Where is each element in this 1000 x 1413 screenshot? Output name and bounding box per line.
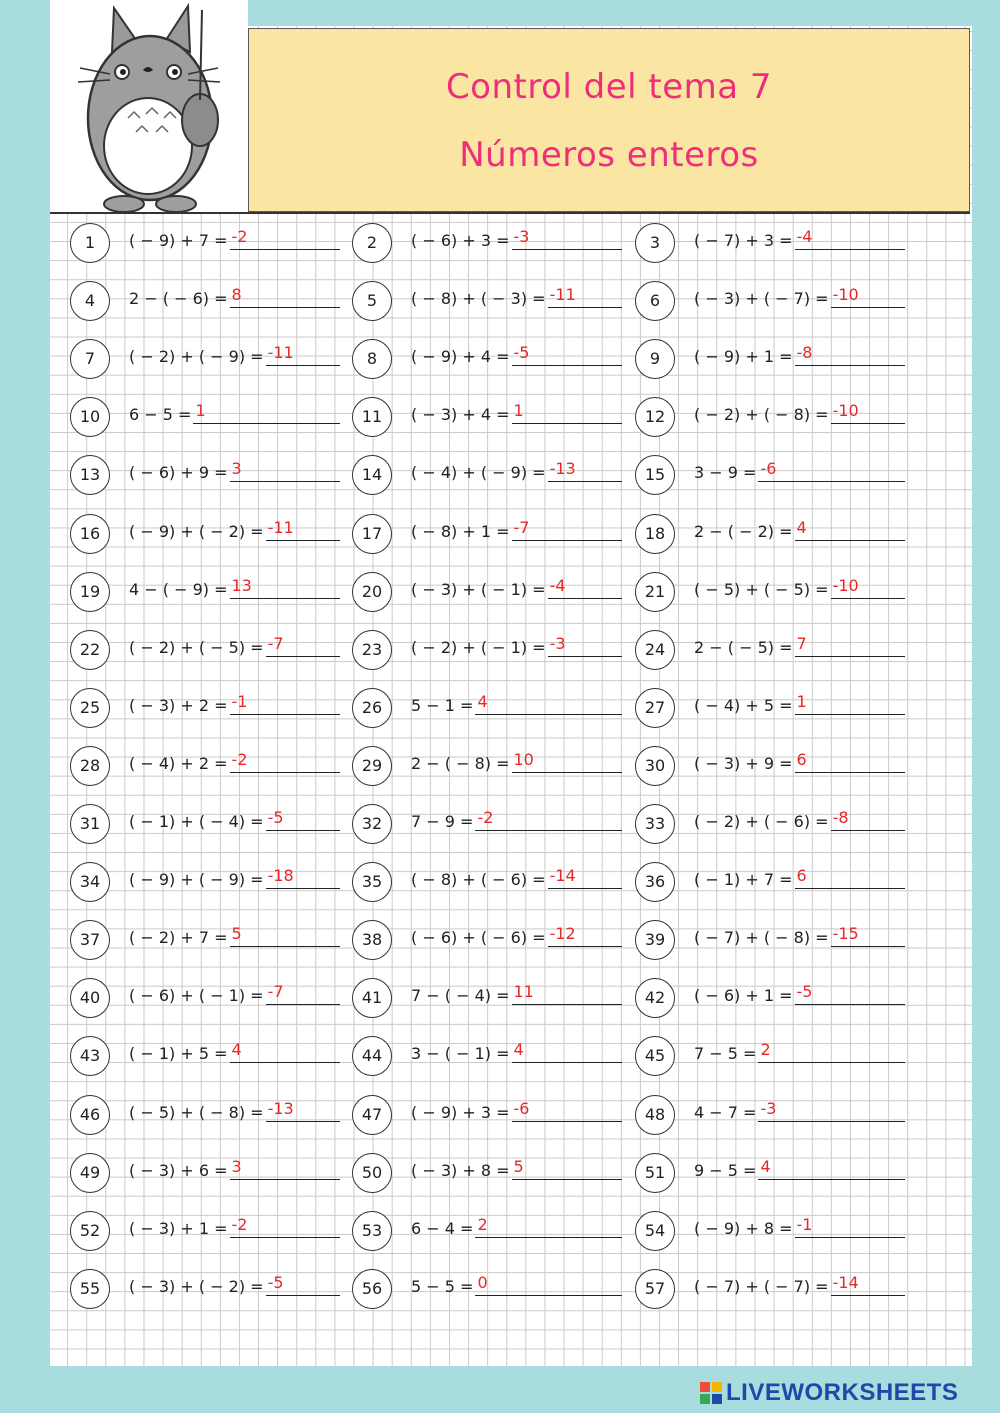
problem-number: 24 <box>635 630 675 670</box>
problem-expression: ( − 9) + 3 = <box>411 1102 510 1122</box>
problem-number: 18 <box>635 514 675 554</box>
problem-expression: 7 − ( − 4) = <box>411 986 510 1006</box>
answer-field[interactable]: 4 <box>230 1040 341 1063</box>
problem-expression: ( − 9) + 7 = <box>129 231 228 250</box>
problem-expression: 5 − 5 = <box>411 1276 474 1296</box>
problem-item <box>70 514 340 554</box>
problem-expression: ( − 5) + ( − 8) = <box>129 1102 264 1122</box>
title-box <box>248 28 970 212</box>
problem-item <box>352 630 622 670</box>
answer-field[interactable]: 4 <box>512 1040 623 1063</box>
answer-field[interactable]: 7 <box>795 634 906 657</box>
problem-number: 21 <box>635 572 675 612</box>
answer-field[interactable]: 10 <box>512 750 623 773</box>
problem-number: 51 <box>635 1153 675 1193</box>
answer-field[interactable]: 1 <box>512 401 623 424</box>
answer-field[interactable]: -5 <box>512 343 623 366</box>
answer-field[interactable]: -10 <box>831 576 905 599</box>
problem-number: 38 <box>352 920 392 960</box>
answer-field[interactable]: -2 <box>230 750 341 773</box>
problem-number: 2 <box>352 223 392 263</box>
answer-field[interactable]: -8 <box>795 343 906 366</box>
problem-number: 30 <box>635 746 675 786</box>
problem-item <box>635 630 905 670</box>
problem-expression: 2 − ( − 5) = <box>694 637 793 657</box>
problem-expression: ( − 7) + ( − 7) = <box>694 1276 829 1296</box>
problem-number: 10 <box>70 397 110 437</box>
problem-number: 3 <box>635 223 675 263</box>
problem-expression: 3 − 9 = <box>694 463 757 483</box>
problem-expression: ( − 8) + 1 = <box>411 521 510 541</box>
problem-number: 4 <box>70 281 110 321</box>
answer-field[interactable]: -10 <box>831 285 905 308</box>
answer-field[interactable]: 6 <box>795 750 906 773</box>
problem-item <box>635 862 905 902</box>
problem-expression: ( − 8) + ( − 6) = <box>411 870 546 890</box>
problem-number: 36 <box>635 862 675 902</box>
liveworksheets-logo <box>700 1378 958 1408</box>
problem-expression: ( − 7) + ( − 8) = <box>694 928 829 948</box>
answer-field[interactable]: -7 <box>266 634 340 657</box>
problem-item <box>352 514 622 554</box>
answer-field[interactable]: 1 <box>193 401 340 424</box>
answer-field[interactable]: 1 <box>795 692 906 715</box>
problem-number: 54 <box>635 1211 675 1251</box>
problem-expression: 2 − ( − 2) = <box>694 521 793 541</box>
problem-number: 9 <box>635 339 675 379</box>
problem-item <box>352 746 622 786</box>
problem-expression: ( − 9) + 8 = <box>694 1218 793 1238</box>
answer-field[interactable]: 5 <box>512 1157 623 1180</box>
problem-item <box>635 514 905 554</box>
problem-expression: ( − 1) + ( − 4) = <box>129 812 264 831</box>
problem-item <box>635 397 905 437</box>
answer-field[interactable]: -18 <box>266 866 340 889</box>
problem-expression: ( − 3) + 8 = <box>411 1160 510 1180</box>
problem-expression: ( − 3) + 1 = <box>129 1218 228 1238</box>
problem-expression: ( − 9) + ( − 2) = <box>129 521 264 541</box>
answer-field[interactable]: -2 <box>230 1215 341 1238</box>
problem-expression: ( − 2) + ( − 9) = <box>129 347 264 367</box>
answer-field[interactable]: -5 <box>266 808 340 831</box>
problem-number: 16 <box>70 514 110 554</box>
answer-field[interactable]: 0 <box>475 1273 622 1296</box>
problem-item <box>352 1211 622 1251</box>
answer-field[interactable]: -6 <box>758 459 905 482</box>
problem-number: 52 <box>70 1211 110 1251</box>
problem-number: 14 <box>352 455 392 495</box>
problem-number: 23 <box>352 630 392 670</box>
mascot-panel <box>50 0 248 214</box>
problem-item <box>70 339 340 379</box>
answer-field[interactable]: 3 <box>230 459 341 482</box>
problem-number: 33 <box>635 804 675 844</box>
header-divider <box>50 212 970 214</box>
problem-item <box>352 281 622 321</box>
problem-number: 8 <box>352 339 392 379</box>
problem-number: 37 <box>70 920 110 960</box>
problem-item <box>352 572 622 612</box>
answer-field[interactable]: 13 <box>230 576 341 599</box>
problem-number: 6 <box>635 281 675 321</box>
problem-number: 50 <box>352 1153 392 1193</box>
problem-item <box>70 397 340 437</box>
problem-number: 20 <box>352 572 392 612</box>
problem-expression: ( − 2) + ( − 1) = <box>411 637 546 657</box>
problem-expression: ( − 1) + 7 = <box>694 870 793 890</box>
problem-item <box>70 1269 340 1309</box>
answer-field[interactable]: 2 <box>758 1040 905 1063</box>
problem-item <box>635 1095 905 1135</box>
problem-item <box>352 223 622 263</box>
problem-item <box>70 804 340 844</box>
totoro-illustration <box>50 0 248 214</box>
answer-field[interactable]: -13 <box>548 459 622 482</box>
problem-number: 28 <box>70 746 110 786</box>
problem-item <box>70 1153 340 1193</box>
problem-item <box>70 978 340 1018</box>
problem-expression: ( − 9) + 4 = <box>411 347 510 367</box>
problem-item <box>635 1269 905 1309</box>
answer-field[interactable]: 4 <box>795 518 906 541</box>
problem-item <box>635 1211 905 1251</box>
problem-item <box>635 572 905 612</box>
problem-item <box>635 455 905 495</box>
problem-expression: 4 − 7 = <box>694 1102 757 1122</box>
problem-number: 15 <box>635 455 675 495</box>
answer-field[interactable]: -5 <box>266 1273 340 1296</box>
problem-item <box>352 804 622 844</box>
problem-number: 43 <box>70 1036 110 1076</box>
problem-expression: 3 − ( − 1) = <box>411 1044 510 1064</box>
problem-number: 45 <box>635 1036 675 1076</box>
problem-expression: ( − 4) + 2 = <box>129 753 228 773</box>
answer-field[interactable]: -14 <box>831 1273 905 1296</box>
problem-expression: 2 − ( − 8) = <box>411 753 510 773</box>
problem-number: 31 <box>70 804 110 844</box>
problem-number: 44 <box>352 1036 392 1076</box>
answer-field[interactable]: -1 <box>795 1215 906 1238</box>
problem-item <box>352 1269 622 1309</box>
problem-expression: ( − 4) + ( − 9) = <box>411 463 546 483</box>
problem-number: 29 <box>352 746 392 786</box>
problem-item <box>635 920 905 960</box>
problem-item <box>635 339 905 379</box>
problem-item <box>70 281 340 321</box>
problem-item <box>352 1036 622 1076</box>
problem-item <box>352 688 622 728</box>
problem-expression: 6 − 4 = <box>411 1218 474 1238</box>
problem-expression: 7 − 5 = <box>694 1044 757 1064</box>
problem-expression: ( − 3) + ( − 7) = <box>694 289 829 309</box>
answer-field[interactable]: -3 <box>512 227 623 250</box>
answer-field[interactable]: -15 <box>831 924 905 947</box>
answer-field[interactable]: 11 <box>512 982 623 1005</box>
problem-expression: 2 − ( − 6) = <box>129 289 228 309</box>
problem-item <box>70 862 340 902</box>
problem-number: 32 <box>352 804 392 844</box>
problem-number: 46 <box>70 1095 110 1135</box>
answer-field[interactable]: -8 <box>831 808 905 831</box>
answer-field[interactable]: 8 <box>230 285 341 308</box>
answer-field[interactable]: -7 <box>512 518 623 541</box>
problem-expression: ( − 3) + 9 = <box>694 753 793 773</box>
problem-item <box>635 223 905 263</box>
answer-field[interactable]: -5 <box>795 982 906 1005</box>
problem-item <box>70 1211 340 1251</box>
problem-number: 19 <box>70 572 110 612</box>
problem-item <box>352 397 622 437</box>
problem-item <box>70 688 340 728</box>
problem-number: 49 <box>70 1153 110 1193</box>
answer-field[interactable]: 3 <box>230 1157 341 1180</box>
problem-item <box>352 978 622 1018</box>
problem-expression: ( − 8) + ( − 3) = <box>411 289 546 309</box>
problem-item <box>352 455 622 495</box>
problem-item <box>70 1036 340 1076</box>
problem-number: 13 <box>70 455 110 495</box>
problem-number: 12 <box>635 397 675 437</box>
problem-item <box>635 978 905 1018</box>
problem-item <box>635 804 905 844</box>
problem-number: 17 <box>352 514 392 554</box>
problem-item <box>635 281 905 321</box>
answer-field[interactable]: -4 <box>795 227 906 250</box>
problem-item <box>352 862 622 902</box>
problem-expression: ( − 3) + 6 = <box>129 1160 228 1180</box>
problem-expression: 9 − 5 = <box>694 1160 757 1180</box>
problem-number: 26 <box>352 688 392 728</box>
problem-expression: ( − 9) + ( − 9) = <box>129 870 264 890</box>
problem-number: 5 <box>352 281 392 321</box>
answer-field[interactable]: 2 <box>475 1215 622 1238</box>
problem-number: 57 <box>635 1269 675 1309</box>
problem-expression: ( − 2) + ( − 5) = <box>129 637 264 657</box>
answer-field[interactable]: -14 <box>548 866 622 889</box>
problem-number: 56 <box>352 1269 392 1309</box>
problem-number: 11 <box>352 397 392 437</box>
answer-field[interactable]: -10 <box>831 401 905 424</box>
problem-number: 53 <box>352 1211 392 1251</box>
problem-expression: ( − 7) + 3 = <box>694 231 793 250</box>
problem-number: 27 <box>635 688 675 728</box>
answer-field[interactable]: -7 <box>266 982 340 1005</box>
answer-field[interactable]: -3 <box>758 1099 905 1122</box>
problem-number: 55 <box>70 1269 110 1309</box>
problem-expression: ( − 2) + ( − 8) = <box>694 405 829 425</box>
problem-number: 42 <box>635 978 675 1018</box>
problem-expression: ( − 6) + ( − 1) = <box>129 986 264 1006</box>
liveworksheets-logo-icon <box>700 1382 722 1404</box>
answer-field[interactable]: -4 <box>548 576 622 599</box>
problem-number: 35 <box>352 862 392 902</box>
title-line-1: Control del tema 7 <box>445 67 773 107</box>
problem-item <box>352 1095 622 1135</box>
answer-field[interactable]: -2 <box>230 227 341 250</box>
problem-item <box>352 1153 622 1193</box>
problem-expression: ( − 4) + 5 = <box>694 695 793 715</box>
problem-expression: ( − 5) + ( − 5) = <box>694 579 829 599</box>
problem-number: 22 <box>70 630 110 670</box>
problem-expression: ( − 3) + 2 = <box>129 695 228 715</box>
problem-item <box>70 746 340 786</box>
answer-field[interactable]: -13 <box>266 1099 340 1122</box>
problem-number: 48 <box>635 1095 675 1135</box>
problem-expression: ( − 3) + ( − 2) = <box>129 1276 264 1296</box>
answer-field[interactable]: 5 <box>230 924 341 947</box>
problem-expression: ( − 2) + 7 = <box>129 928 228 948</box>
answer-field[interactable]: 4 <box>758 1157 905 1180</box>
problem-expression: 6 − 5 = <box>129 405 192 425</box>
problem-expression: 5 − 1 = <box>411 695 474 715</box>
answer-field[interactable]: -12 <box>548 924 622 947</box>
answer-field[interactable]: -11 <box>548 285 622 308</box>
problem-expression: ( − 3) + 4 = <box>411 405 510 425</box>
answer-field[interactable]: -2 <box>475 808 622 831</box>
problem-item <box>70 223 340 263</box>
answer-field[interactable]: -11 <box>266 343 340 366</box>
problem-expression: ( − 1) + 5 = <box>129 1044 228 1064</box>
problem-number: 39 <box>635 920 675 960</box>
problem-number: 47 <box>352 1095 392 1135</box>
problem-item <box>70 455 340 495</box>
answer-field[interactable]: 4 <box>475 692 622 715</box>
problem-item <box>70 630 340 670</box>
answer-field[interactable]: -6 <box>512 1099 623 1122</box>
problem-item <box>635 746 905 786</box>
problem-item <box>352 339 622 379</box>
problem-item <box>70 1095 340 1135</box>
title-line-2: Números enteros <box>459 135 759 175</box>
answer-field[interactable]: -1 <box>230 692 341 715</box>
problem-expression: 7 − 9 = <box>411 812 474 831</box>
problem-expression: ( − 3) + ( − 1) = <box>411 579 546 599</box>
problem-item <box>635 688 905 728</box>
problem-expression: ( − 6) + 1 = <box>694 986 793 1006</box>
problem-number: 34 <box>70 862 110 902</box>
problem-number: 1 <box>70 223 110 263</box>
problem-item <box>70 572 340 612</box>
problem-expression: ( − 9) + 1 = <box>694 347 793 367</box>
problem-item <box>635 1036 905 1076</box>
problem-expression: ( − 2) + ( − 6) = <box>694 812 829 831</box>
problem-number: 7 <box>70 339 110 379</box>
problem-number: 40 <box>70 978 110 1018</box>
answer-field[interactable]: -3 <box>548 634 622 657</box>
problem-expression: 4 − ( − 9) = <box>129 579 228 599</box>
problem-expression: ( − 6) + 3 = <box>411 231 510 250</box>
problem-number: 41 <box>352 978 392 1018</box>
problem-item <box>70 920 340 960</box>
problem-item <box>352 920 622 960</box>
problem-item <box>635 1153 905 1193</box>
liveworksheets-brand: LIVEWORKSHEETS <box>726 1379 959 1406</box>
problem-expression: ( − 6) + ( − 6) = <box>411 928 546 948</box>
problem-expression: ( − 6) + 9 = <box>129 463 228 483</box>
answer-field[interactable]: -11 <box>266 518 340 541</box>
problem-number: 25 <box>70 688 110 728</box>
answer-field[interactable]: 6 <box>795 866 906 889</box>
